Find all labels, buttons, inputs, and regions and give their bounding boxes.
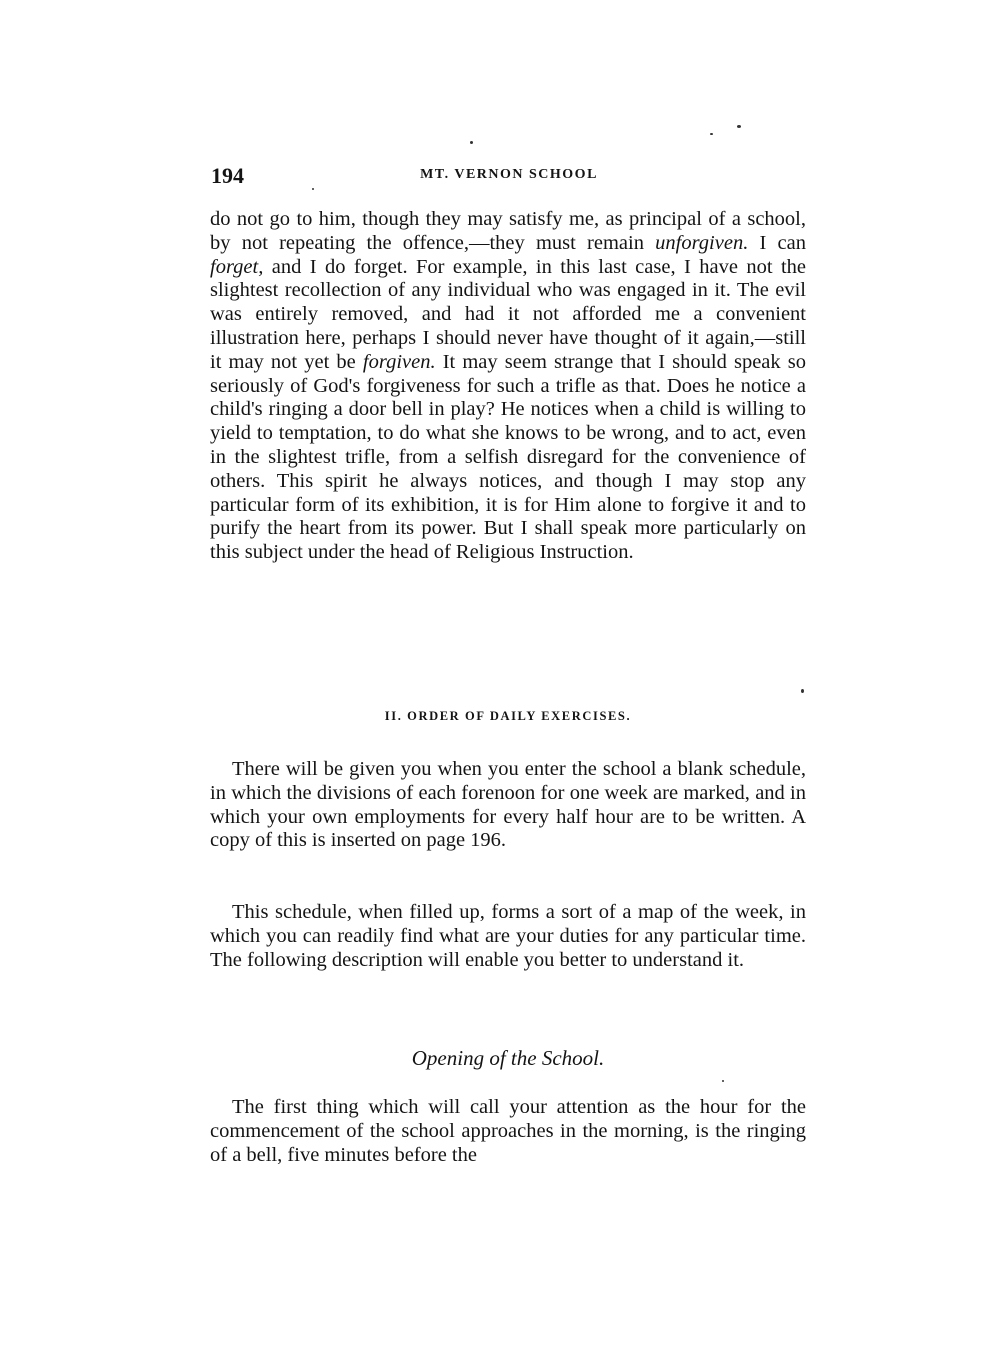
paragraph-text: The first thing which will call your attention as the hour for the commencement of the school approaches in the morning, is the ringing of a bell, five minutes before the	[210, 1096, 806, 1166]
scan-speck	[722, 1080, 724, 1082]
italic-text: forgiven.	[362, 350, 436, 373]
text-run: do not go to him, though they may satisfy me, as principal of a school, by not repeating the offence,—they must remain	[210, 208, 806, 254]
scan-speck	[737, 125, 741, 128]
italic-text: forget,	[210, 255, 264, 278]
paragraph-text	[210, 208, 806, 565]
body-paragraph-1	[210, 208, 806, 565]
italic-text: unforgiven.	[655, 231, 749, 254]
paragraph-text: This schedule, when filled up, forms a sort of a map of the week, in which you can readily find what are your duties for any particular time. The following description will enable you better to understand it.	[210, 901, 806, 971]
body-paragraph-4	[210, 1096, 806, 1167]
body-paragraph-3	[210, 901, 806, 972]
page-number: 194	[211, 163, 244, 188]
paragraph-text: There will be given you when you enter the school a blank schedule, in which the divisions of each forenoon for one week are marked, and in which your own employments for every half hour are to be written. A copy of this is inserted on page 196.	[210, 758, 806, 852]
page-header	[211, 163, 807, 193]
text-run: and I do forget. For example, in this last case, I have not the slightest recollection of any individual who was engaged in it. The evil was entirely removed, and had it not afforded me a convenient illustration here, perhaps I should never have thought of it again,—still it may not yet be	[210, 255, 806, 373]
running-head: MT. VERNON SCHOOL	[420, 167, 598, 182]
text-run: It may seem strange that I should speak so seriously of God's forgiveness for such a trifle as that. Does he notice a child's ringing a door bell in play? He notices when a child is willing to yield to temptation, to do what she knows to be wrong, and to act, even in the slightest trifle, from a selfish disregard for the convenience of others. This spirit he always notices, and though I may stop any particular form of its exhibition, it is for Him alone to forgive it and to purify the heart from its power. But I shall speak more particularly on this subject under the head of Religious Instruction.	[210, 350, 806, 564]
body-paragraph-2	[210, 758, 806, 853]
scan-speck	[801, 689, 804, 693]
scan-speck	[470, 141, 473, 144]
sub-heading: Opening of the School.	[411, 1046, 605, 1070]
text-run: I can	[748, 231, 806, 254]
scan-speck	[710, 133, 713, 135]
section-heading: II. ORDER OF DAILY EXERCISES.	[384, 709, 632, 723]
